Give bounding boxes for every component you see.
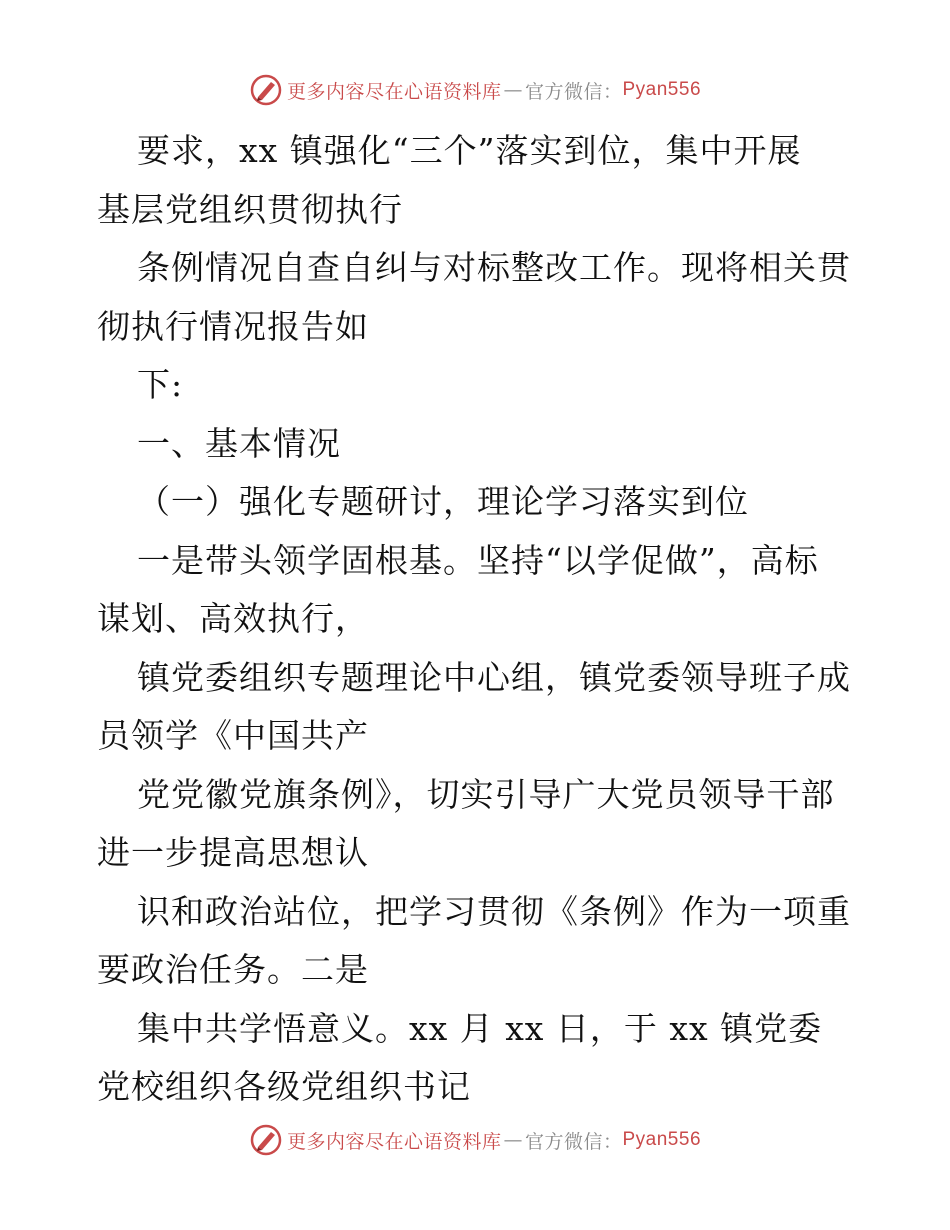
footer-brand-text: 更多内容尽在心语资料库 bbox=[286, 1130, 502, 1153]
header-wechat-id: Pyan556 bbox=[622, 79, 702, 100]
text-line: 识和政治站位，把学习贯彻《条例》作为一项重 bbox=[137, 891, 851, 931]
footer-watermark bbox=[0, 1120, 950, 1160]
text-line: 要求，xx 镇强化“三个”落实到位，集中开展 bbox=[137, 131, 802, 170]
text-line: 集中共学悟意义。xx 月 xx 日，于 xx 镇党委 bbox=[137, 1008, 823, 1048]
text-line: 基层党组织贯彻执行 bbox=[97, 189, 403, 229]
footer-dash: — bbox=[503, 1129, 523, 1151]
text-line: 党党徽党旗条例》，切实引导广大党员领导干部 bbox=[137, 774, 835, 814]
document-body bbox=[97, 122, 877, 1117]
text-line: 党校组织各级党组织书记 bbox=[97, 1067, 471, 1106]
subsection-heading: （一）强化专题研讨，理论学习落实到位 bbox=[137, 482, 749, 521]
text-line: 彻执行情况报告如 bbox=[97, 306, 369, 346]
section-heading: 一、基本情况 bbox=[137, 423, 341, 463]
text-line: 进一步提高思想认 bbox=[97, 833, 369, 872]
text-line: 条例情况自查自纠与对标整改工作。现将相关贯 bbox=[137, 248, 851, 287]
header-dash: — bbox=[503, 79, 523, 101]
header-brand-text: 更多内容尽在心语资料库 bbox=[286, 80, 502, 103]
text-line: 谋划、高效执行， bbox=[97, 599, 369, 638]
pen-logo-icon bbox=[249, 1123, 283, 1157]
text-line: 一是带头领学固根基。坚持“以学促做”，高标 bbox=[137, 540, 819, 580]
header-wechat-label: 官方微信： bbox=[524, 80, 623, 103]
footer-wechat-id: Pyan556 bbox=[622, 1129, 702, 1150]
text-line: 镇党委组织专题理论中心组，镇党委领导班子成 bbox=[137, 657, 851, 697]
header-watermark bbox=[0, 70, 950, 110]
text-line: 下: bbox=[137, 365, 184, 404]
footer-wechat-label: 官方微信： bbox=[524, 1130, 623, 1153]
text-line: 要政治任务。二是 bbox=[97, 950, 369, 989]
pen-logo-icon bbox=[249, 73, 283, 107]
text-line: 员领学《中国共产 bbox=[97, 716, 369, 755]
